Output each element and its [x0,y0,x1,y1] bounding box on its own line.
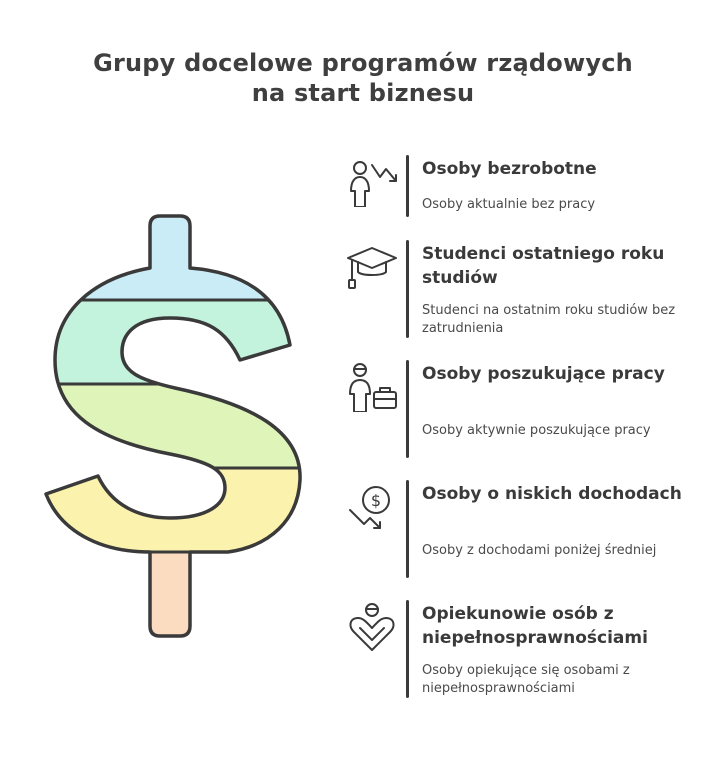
title-line-1: Grupy docelowe programów rządowych [93,49,633,77]
svg-text:$: $ [370,491,382,510]
page-title [0,48,726,108]
group-title: Osoby poszukujące pracy [422,364,665,384]
group-description: Studenci na ostatnim roku studiów bez zatrudnienia [422,303,676,336]
dollar-sign-graphic [40,205,310,645]
group-title: Studenci ostatniego roku studiów [422,244,665,288]
title-line-2: na start biznesu [251,79,475,107]
unemployed-person-icon [346,155,398,207]
caregiver-heart-icon [346,600,398,652]
low-income-coin-icon [346,480,398,532]
band-1 [40,205,310,300]
group-description: Osoby opiekujące się osobami z niepełnosprawnościami [422,663,630,696]
job-seeker-briefcase-icon [346,360,398,412]
group-title: Osoby o niskich dochodach [422,484,682,504]
group-description: Osoby z dochodami poniżej średniej [422,543,657,558]
graduation-cap-icon [346,240,398,292]
group-description: Osoby aktywnie poszukujące pracy [422,423,651,438]
group-title: Opiekunowie osób z niepełnosprawnościami [422,604,648,648]
group-description: Osoby aktualnie bez pracy [422,197,596,212]
group-title: Osoby bezrobotne [422,159,597,179]
band-5 [40,552,310,642]
band-2 [40,300,310,384]
